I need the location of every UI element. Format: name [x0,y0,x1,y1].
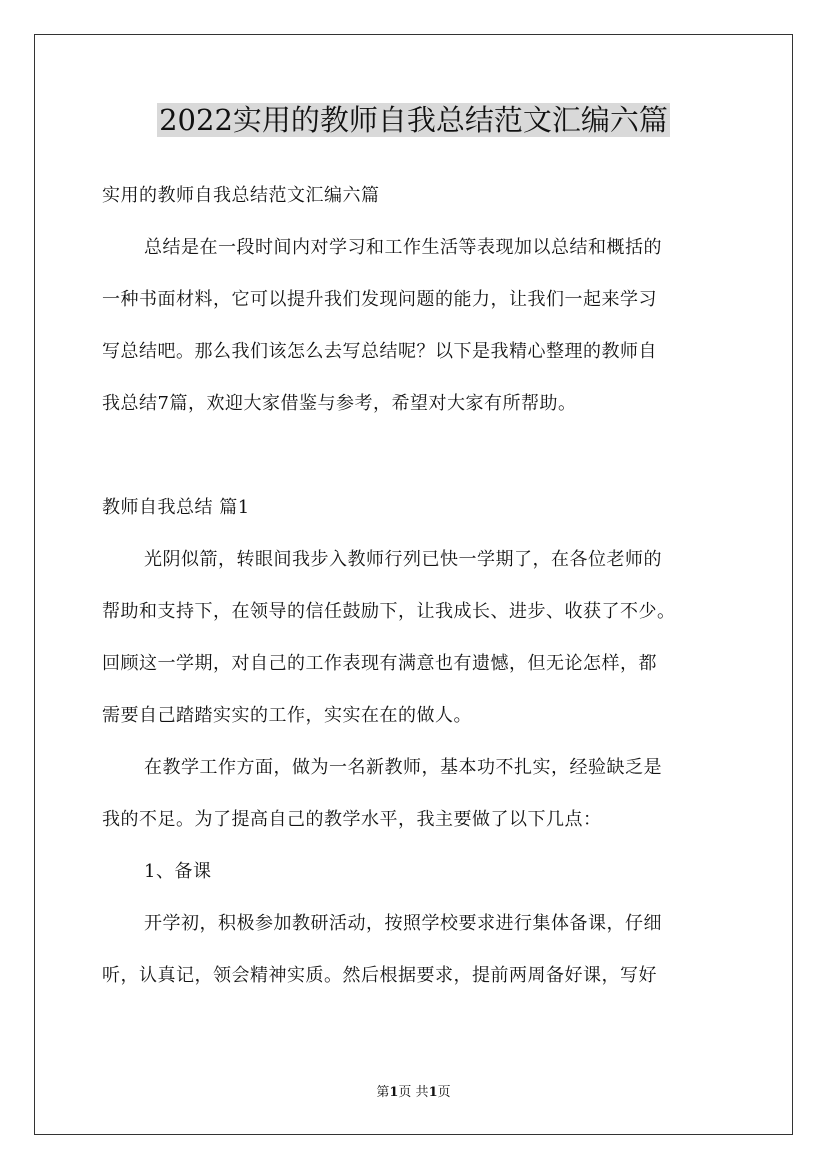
document-body [102,170,728,1002]
footer-page-prefix: 第 [376,1085,390,1100]
para1-line-1: 光阴似箭，转眼间我步入教师行列已快一学期了，在各位老师的 [144,549,662,570]
para2-line-1: 在教学工作方面，做为一名新教师，基本功不扎实，经验缺乏是 [144,757,662,778]
intro-line-2: 一种书面材料，它可以提升我们发现问题的能力，让我们一起来学习 [102,289,657,310]
para1-line-2: 帮助和支持下，在领导的信任鼓励下，让我成长、进步、收获了不少。 [102,601,676,622]
section-heading: 教师自我总结 篇1 [102,497,250,518]
item-heading: 1、备课 [144,861,212,882]
spacer [102,430,728,482]
document-title [0,98,827,142]
footer-page-mid: 页 共 [398,1085,429,1100]
footer-page-total: 1 [428,1085,438,1100]
footer-page-suffix: 页 [437,1085,451,1100]
intro-line-4: 我总结7篇，欢迎大家借鉴与参考，希望对大家有所帮助。 [102,393,577,414]
para2-line-2: 我的不足。为了提高自己的教学水平，我主要做了以下几点： [102,809,602,830]
para1-line-3: 回顾这一学期，对自己的工作表现有满意也有遗憾，但无论怎样，都 [102,653,657,674]
intro-line-1: 总结是在一段时间内对学习和工作生活等表现加以总结和概括的 [144,237,662,258]
intro-line-3: 写总结吧。那么我们该怎么去写总结呢？以下是我精心整理的教师自 [102,341,657,362]
page-footer [0,1084,827,1102]
para1-line-4: 需要自己踏踏实实的工作，实实在在的做人。 [102,705,472,726]
para3-line-1: 开学初，积极参加教研活动，按照学校要求进行集体备课，仔细 [144,913,662,934]
footer-page-number: 1 [389,1085,399,1100]
subtitle: 实用的教师自我总结范文汇编六篇 [102,185,380,206]
document-title-text: 2022实用的教师自我总结范文汇编六篇 [159,103,668,137]
para3-line-2: 听，认真记，领会精神实质。然后根据要求，提前两周备好课，写好 [102,965,657,986]
